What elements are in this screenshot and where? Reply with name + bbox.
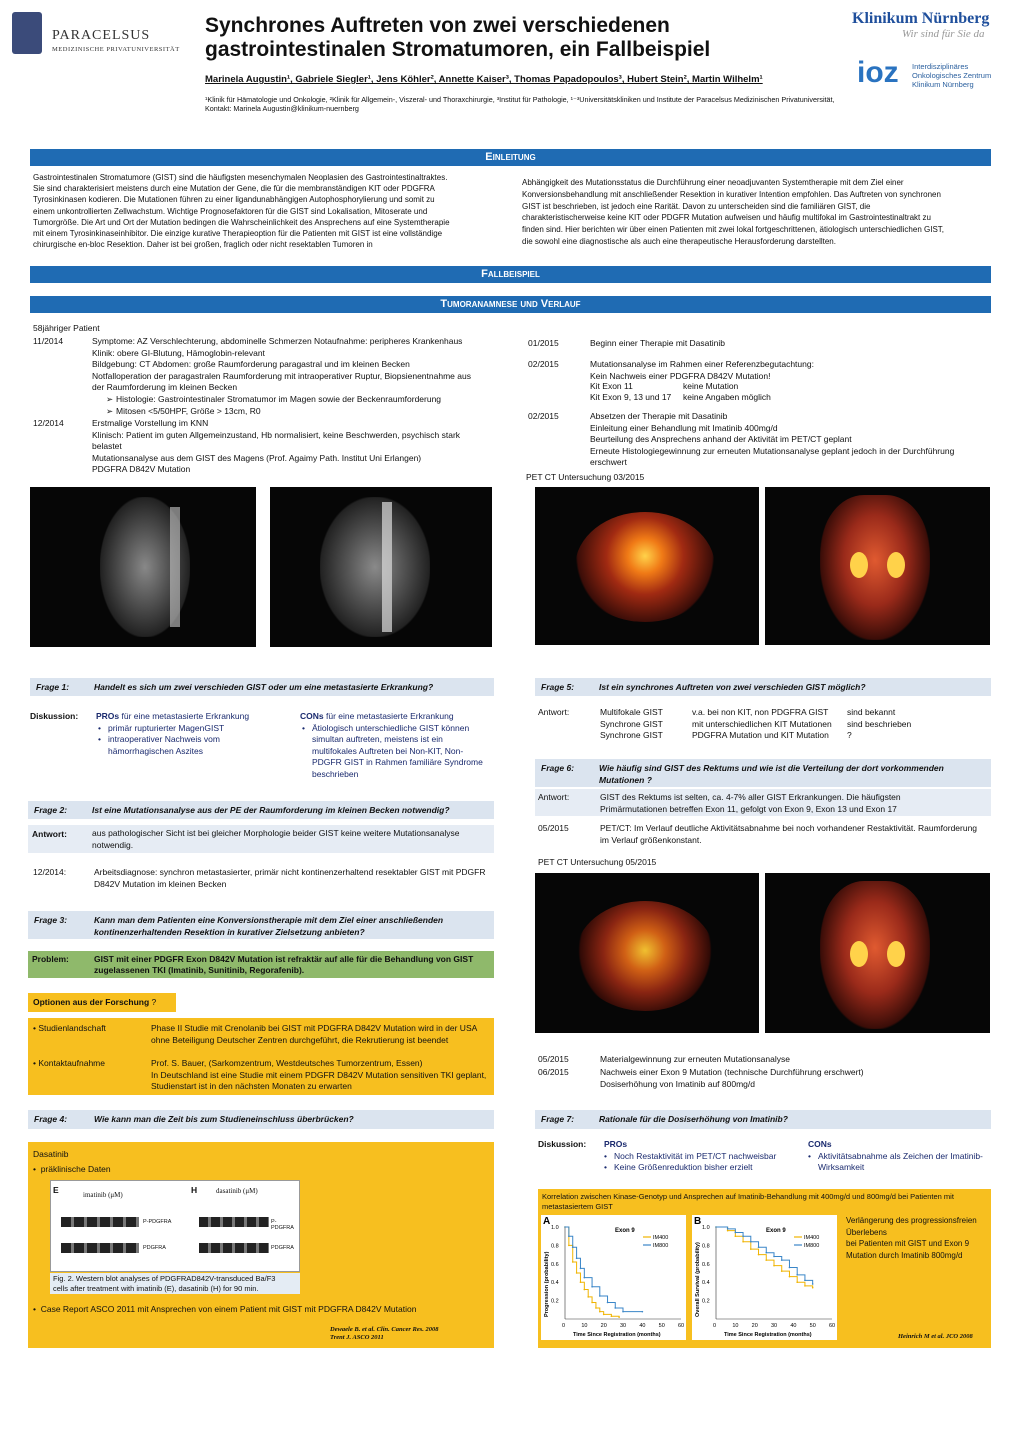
date-05-2015-pet: 05/2015 [538,823,569,833]
anamnese-text-1: Symptome: AZ Verschlechterung, abdominelle Schmerzen Notaufnahme: peripheres Krankenhaus Klinik: obere GI-Blutung, Hämoglobin-relevant Bildgebung: CT Abdomen: große Raumforderung paragastral und im kleinen Becken Notfalloperation der paragastralen Raumforderung mit intraoperativer Ruptur, Biopsienentnahme aus der Raumforderung im kleinen Becken [92,336,471,392]
section-fallbeispiel: Fallbeispiel [30,266,991,283]
data-point [622,1311,624,1313]
pros-item-2: • intraoperativer Nachweis vom hämorrhagischen Aszites [98,734,296,757]
antwort-2-text: aus pathologischer Sicht ist bei gleicher Morphologie beider GIST keine weitere Mutationsanalyse notwendig. [92,828,460,850]
data-point [576,1257,578,1259]
anamnese-text-2: Erstmalige Vorstellung im KNN Klinisch: Patient im guten Allgemeinzustand, Hb normalisiert, keine Beschwerden, psychisch stark belastet Mutationsanalyse aus dem GIST des Magens (Prof. Agaimy Path. Institut Uni Erlangen) PDGFRA D842V Mutation [92,418,461,474]
frage-7-text: Rationale für die Dosiserhöhung von Imatinib? [599,1114,788,1124]
intro-right: Abhängigkeit des Mutationsstatus die Durchführung einer neoadjuvanten Systemtherapie mit dem Ziel einer Konversionsbehandlung mit anschließender Resektion in kurativer Intention empfohlen. Das Auftreten von synchronen GIST ist beschrieben, ist jedoch eine Rarität. Davon zu unterscheiden sind die familiären GIST, die charakteristischerweise keine KIT oder PDGFR Mutation aufweisen und häufig multifokal im Gastrointestinaltrakt zu finden sind. Hier berichten wir über einen Patienten mit zwei lokal fortgeschrittenen, ätiologisch unterschiedlichen GIST, die sowohl eine diagnostische als auch eine therapeutische Herausforderung darstellten. [522,178,944,246]
data-point [727,1230,729,1232]
ct-image-1 [30,487,256,647]
intro-left: Gastrointestinalen Stromatumore (GIST) sind die häufigsten mesenchymalen Neoplasien des Gastrointestinaltraktes. Sie sind charakterisiert meistens durch eine Mutation der Gene, die für die membranständigen KIT oder PDGFRA Tyrosinkinasen kodieren. Die Mutationen führen zu einer ligandunabhängigen Autophosphorylierung und somit zu einem unkontrollierten Zellwachstum. Wichtige Prognosefaktoren für die GIST sind Lokalisation, Mitoserate und Tumorgröße. Die Art und Ort der Mutation bedingen die Wahrscheinlichkeit des Ansprechens auf eine Systemtherapie mit einem Tyrosinkinaseinhibitor. Die einzige kurative Therapieoption für die Patienten mit GIST ist eine vollständige chirurgische en-bloc Resektion. Daher ist bei großen, fraglich oder nicht resektablen Tumoren in [33,173,450,250]
x-tick-label: 60 [678,1323,685,1329]
data-point [618,1316,620,1318]
data-point [773,1265,775,1267]
x-tick-label: 10 [732,1323,739,1329]
antwort-2-box [28,825,494,853]
km-chart-b [692,1215,837,1340]
date-06-2015: 06/2015 [538,1067,569,1077]
data-point [758,1246,760,1248]
chart-title: Exon 9 [615,1228,635,1234]
cons-box [300,711,495,780]
antwort-5-col2: v.a. bei non KIT, non PDGFRA GIST mit unterschiedlichen KIT Mutationen PDGFRA Mutation und KIT Mutation [692,707,832,740]
date-11-2014: 11/2014 [33,336,64,346]
data-point [580,1281,582,1283]
x-tick-label: 50 [658,1323,665,1329]
title [205,14,710,62]
logo-subtext: MEDIZINISCHE PRIVATUNIVERSITÄT [52,46,180,53]
text-01-2015: Beginn einer Therapie mit Dasatinib [590,338,725,348]
korrelation-side: Verlängerung des progressionsfreien Überlebens bei Patienten mit GIST und Exon 9 Mutation durch Imatinib 800mg/d [846,1216,977,1260]
dasatinib-title: Dasatinib [33,1149,69,1159]
frage-5-text: Ist ein synchrones Auftreten von zwei verschieden GIST möglich? [599,682,866,692]
pros-item-1: • primär rupturierter MagenGIST [98,723,296,735]
cons-list [302,723,495,781]
blot-h-band-1 [199,1217,269,1227]
ioz-text: Interdisziplinäres Onkologisches Zentrum Klinikum Nürnberg [912,62,992,89]
data-point [599,1295,601,1297]
x-tick-label: 40 [639,1323,646,1329]
antwort-6-box [535,789,991,816]
blot-e-band-1 [61,1217,139,1227]
kit-exon-9: Kit Exon 9, 13 und 17 [590,392,672,402]
western-blot-figure [50,1180,300,1272]
data-point [750,1248,752,1250]
pet-image-1b [765,487,990,645]
klinikum-name: Klinikum Nürnberg [852,10,990,27]
problem-box [28,951,494,978]
korrelation-reference: Heinrich M et al. JCO 2008 [898,1333,973,1340]
logo-text: PARACELSUS [52,28,151,43]
western-blot-caption: Fig. 2. Western blot analyses of PDGFRAD842V-transduced Ba/F3 cells after treatment with imatinib (E), dasatinib (H) for 90 min. [50,1273,300,1294]
y-tick-label: 1.0 [702,1225,710,1231]
x-axis-label: Time Since Registration (months) [724,1332,812,1338]
ct-image-2 [270,487,492,647]
frage-1-label: Frage 1: [36,682,70,692]
data-point [607,1302,609,1304]
pet-label-1: PET CT Untersuchung 03/2015 [526,472,645,482]
panel-label: B [694,1216,702,1227]
blot-h-band-2 [199,1243,269,1253]
optionen-title-text: Optionen aus der Forschung [33,997,150,1007]
pet-image-2b [765,873,990,1033]
cons-rest: für eine metastasierte Erkrankung [323,711,454,721]
histologie-item-1: ➢ Histologie: Gastrointestinaler Stromatumor im Magen sowie der Beckenraumforderung [106,394,496,406]
x-tick-label: 60 [829,1323,836,1329]
frage-2 [28,801,494,819]
legend-label: IM800 [653,1243,669,1249]
x-tick-label: 50 [809,1323,816,1329]
frage-7 [535,1110,991,1129]
data-point [591,1286,593,1288]
data-point [796,1281,798,1283]
data-point [572,1261,574,1263]
legend-label: IM400 [653,1235,669,1241]
text-06-2015: Nachweis einer Exon 9 Mutation (technische Durchführung erschwert) Dosiserhöhung von Imatinib auf 800mg/d [600,1067,864,1089]
pros-rest: für eine metastasierte Erkrankung [119,711,250,721]
chart-background [692,1215,837,1340]
studienlandschaft-text: Phase II Studie mit Crenolanib bei GIST mit PDGFRA D842V Mutation wird in der USA ohne Beteiligung Deutscher Zentren durchgeführt, die Rekrutierung ist beendet [151,1023,478,1045]
data-point [796,1274,798,1276]
blot-e-drug: imatinib (μM) [83,1191,123,1199]
pros-7 [604,1139,804,1174]
data-point [804,1280,806,1282]
legend-label: IM800 [804,1243,820,1249]
data-point [568,1235,570,1237]
y-axis-label: Progression (probability) [544,1251,550,1317]
kit-exon-11-val: keine Mutation [683,381,739,391]
data-point [572,1246,574,1248]
blot-h-label: H [191,1185,198,1195]
dasatinib-reference: Dewaele B. et al. Clin. Cancer Res. 2008 Trent J. ASCO 2011 [330,1326,439,1341]
title-line-1: Synchrones Auftreten von zwei verschiedenen [205,14,670,37]
paracelsus-logo [12,12,182,58]
frage-5-label: Frage 5: [541,682,575,692]
frage-1-text: Handelt es sich um zwei verschieden GIST oder um eine metastasierte Erkrankung? [94,682,434,692]
pros-box [96,711,296,757]
x-tick-label: 0 [562,1323,566,1329]
data-point [568,1245,570,1247]
frage-6 [535,759,991,787]
date-01-2015: 01/2015 [528,338,559,348]
km-chart-a [541,1215,686,1340]
panel-label: A [543,1216,551,1227]
blot-h-drug: dasatinib (μM) [216,1187,258,1195]
problem-text: GIST mit einer PDGFR Exon D842V Mutation ist refraktär auf alle für die Behandlung von GIST zugelassenen TKI (Imatinib, Sunitinib, Regorafenib). [94,954,474,975]
data-point [758,1254,760,1256]
antwort-2-label: Antwort: [32,829,67,839]
diskussion-label: Diskussion: [30,711,79,721]
arbeitsdiagnose-date: 12/2014: [33,867,67,877]
kontaktaufnahme-label: Kontaktaufnahme [38,1058,105,1068]
pros-7-item-2: • Keine Größenreduktion bisher erzielt [604,1162,804,1174]
date-12-2014: 12/2014 [33,418,64,428]
data-point [750,1241,752,1243]
antwort-5-label: Antwort: [538,707,570,717]
studienlandschaft-label: Studienlandschaft [38,1023,106,1033]
data-point [812,1283,814,1285]
text-02-2015-b: Absetzen der Therapie mit Dasatinib Einleitung einer Behandlung mit Imatinib 400mg/d Beurteilung des Ansprechens anhand der Aktivität im PET/CT geplant Erneute Histologiegewinnung zur erneuten Mutationsanalyse geplant jedoch in der Durchführung erschwert [590,411,955,467]
kontaktaufnahme: • Kontaktaufnahme [33,1058,105,1068]
optionen-q: ? [149,997,157,1007]
chart-title: Exon 9 [766,1228,786,1234]
text-05-2015: Materialgewinnung zur erneuten Mutationsanalyse [600,1054,790,1064]
y-tick-label: 0.4 [702,1280,710,1287]
frage-6-text: Wie häufig sind GIST des Rektums und wie ist die Verteilung der dort vorkommenden Mutationen ? [599,763,944,785]
pet-image-1a [535,487,759,645]
data-point [595,1307,597,1309]
data-point [781,1259,783,1261]
data-point [715,1226,717,1228]
y-tick-label: 0.2 [702,1298,710,1305]
x-tick-label: 40 [790,1323,797,1329]
cons-7-list [808,1151,993,1174]
frage-4-label: Frage 4: [34,1114,68,1124]
diskussion-7-label: Diskussion: [538,1139,587,1149]
authors: Marinela Augustin¹, Gabriele Siegler¹, Jens Köhler², Annette Kaiser³, Thomas Papadopoulos³, Hubert Stein², Martin Wilhelm¹ [205,74,763,85]
y-tick-label: 0.8 [551,1243,559,1250]
frage-7-label: Frage 7: [541,1114,575,1124]
case-report-text: Case Report ASCO 2011 mit Ansprechen von einem Patient mit GIST mit PDGFRA D842V Mutation [40,1304,417,1314]
section-einleitung: Einleitung [30,149,991,166]
problem-label: Problem: [32,954,69,964]
frage-3-text: Kann man dem Patienten eine Konversionstherapie mit dem Ziel einer anschließenden kontinenzerhaltenden Resektion in kurativer Zielsetzung anbieten? [94,915,444,937]
ioz-logo: ioz [857,56,899,89]
data-point [576,1272,578,1274]
praeklinische-daten: • präklinische Daten [33,1164,111,1174]
frage-4 [28,1110,494,1129]
x-tick-label: 10 [581,1323,588,1329]
y-tick-label: 0.8 [702,1243,710,1250]
pros-title: PROs [96,711,120,721]
antwort-5-col1: Multifokale GIST Synchrone GIST Synchrone GIST [600,707,663,740]
data-point [765,1259,767,1261]
patient-line: 58jähriger Patient [33,323,100,333]
data-point [812,1287,814,1289]
data-point [742,1235,744,1237]
seal-icon [12,12,42,54]
frage-4-text: Wie kann man die Zeit bis zum Studieneinschluss überbrücken? [94,1114,354,1124]
chart-background [541,1215,686,1340]
blot-h-pdgfra: PDGFRA [271,1245,294,1251]
data-point [789,1267,791,1269]
frage-2-label: Frage 2: [34,805,68,815]
cons-7-item-1: • Aktivitätsabnahme als Zeichen der Imatinib- Wirksamkeit [808,1151,993,1174]
data-point [781,1270,783,1272]
x-tick-label: 0 [713,1323,717,1329]
data-point [614,1307,616,1309]
section-tumoranamnese: Tumoranamnese und Verlauf [30,296,991,313]
blot-e-label: E [53,1185,59,1195]
pros-7-list [604,1151,804,1174]
cons-title: CONs [300,711,324,721]
x-tick-label: 30 [620,1323,627,1329]
klinikum-logo [852,10,1012,110]
data-point [742,1241,744,1243]
histologie-item-2: ➢ Mitosen <5/50HPF, Größe > 13cm, R0 [106,406,496,418]
data-point [599,1311,601,1313]
data-point [580,1268,582,1270]
pros-list [98,723,296,758]
data-point [584,1277,586,1279]
blot-h-ppdgfra: P-PDGFRA [271,1219,294,1231]
date-05-2015: 05/2015 [538,1054,569,1064]
histologie-list [106,394,496,417]
data-point [603,1314,605,1316]
data-point [735,1232,737,1234]
data-point [765,1252,767,1254]
title-line-2: gastrointestinalen Stromatumoren, ein Fallbeispiel [205,38,711,61]
pet-image-2a [535,873,759,1033]
frage-5 [535,678,991,696]
y-tick-label: 0.6 [551,1261,559,1268]
x-tick-label: 30 [771,1323,778,1329]
data-point [584,1289,586,1291]
arbeitsdiagnose-text: Arbeitsdiagnose: synchron metastasierter, primär nicht kontinenzerhaltend resektabler GIST mit PDGFR D842V Mutation im kleinen Becken [94,867,486,889]
pros-7-title: PROs [604,1139,628,1149]
date-02-2015-b: 02/2015 [528,411,559,421]
case-report: • Case Report ASCO 2011 mit Ansprechen von einem Patient mit GIST mit PDGFRA D842V Mutation [33,1304,417,1314]
korrelation-title: Korrelation zwischen Kinase-Genotyp und Ansprechen auf Imatinib-Behandlung mit 400mg/d und 800mg/d bei Patienten mit metastasiertem GIST [542,1192,954,1211]
y-tick-label: 0.4 [551,1280,559,1287]
kit-exon-11: Kit Exon 11 [590,381,633,391]
data-point [773,1256,775,1258]
data-point [564,1226,566,1228]
x-tick-label: 20 [751,1323,758,1329]
cons-7-title: CONs [808,1139,832,1149]
frage-1 [30,678,494,696]
data-point [642,1311,644,1313]
x-tick-label: 20 [600,1323,607,1329]
pros-7-item-1: • Noch Restaktivität im PET/CT nachweisbar [604,1151,804,1163]
y-tick-label: 0.6 [702,1261,710,1268]
praeklinische-label: präklinische Daten [40,1164,111,1174]
klinikum-slogan: Wir sind für Sie da [902,28,985,40]
frage-6-label: Frage 6: [541,763,575,773]
text-02-2015-a: Mutationsanalyse im Rahmen einer Referenzbegutachtung: Kein Nachweis einer PDGFRA D842V Mutation! [590,359,814,381]
antwort-6-label: Antwort: [538,792,570,802]
antwort-6-text: GIST des Rektums ist selten, ca. 4-7% aller GIST Erkrankungen. Die häufigsten Primärmutationen betreffen Exon 11, gefolgt von Exon 9, Exon 13 und Exon 17 [600,792,901,814]
data-point [591,1302,593,1304]
y-tick-label: 0.2 [551,1298,559,1305]
pet-label-2: PET CT Untersuchung 05/2015 [538,857,657,867]
kontaktaufnahme-text: Prof. S. Bauer, (Sarkomzentrum, Westdeutsches Tumorzentrum, Essen) In Deutschland ist eine Studie mit einem PDGFR D842V Mutation sensitiven TKI geplant, Studienstart ist in den nächsten Monaten zu erwarten [151,1058,487,1091]
frage-2-text: Ist eine Mutationsanalyse aus der PE der Raumforderung im kleinen Becken notwendig? [92,805,450,815]
cons-item-1: • Ätiologisch unterschiedliche GIST können simultan auftreten, meistens ist ein multifokales Auftreten bei Non-KIT, Non- PDGFR GIST in Rahmen familiäre Syndrome beschrieben [302,723,495,781]
frage-3 [28,911,494,939]
frage-3-label: Frage 3: [34,915,68,925]
legend-label: IM400 [804,1235,820,1241]
data-point [611,1315,613,1317]
kit-exon-9-val: keine Angaben möglich [683,392,771,402]
data-point [804,1285,806,1287]
blot-e-ppdgfra: P-PDGFRA [143,1219,172,1225]
optionen-title [33,997,156,1007]
data-point [727,1228,729,1230]
affiliations: ¹Klinik für Hämatologie und Onkologie, ²Klinik für Allgemein-, Viszeral- und Thoraxchirurgie, ³Institut für Pathologie, ¹⁻³Universitätskliniken und Institute der Paracelsus Medizinischen Privatuniversität, Kontakt: Marinela Augustin@klinikum-nuernberg [205,95,835,113]
data-point [735,1235,737,1237]
text-05-2015-pet: PET/CT: Im Verlauf deutliche Aktivitätsabnahme bei noch vorhandener Restaktivität. Raumforderung im Verlauf größenkonstant. [600,823,978,845]
y-tick-label: 1.0 [551,1225,559,1231]
data-point [587,1296,589,1298]
date-02-2015-a: 02/2015 [528,359,559,369]
data-point [789,1276,791,1278]
cons-7 [808,1139,993,1174]
blot-e-band-2 [61,1243,139,1253]
blot-e-pdgfra: PDGFRA [143,1245,166,1251]
studienlandschaft: • Studienlandschaft [33,1023,106,1033]
y-axis-label: Overall Survival (probability) [695,1242,701,1317]
antwort-5-col3: sind bekannt sind beschrieben ? [847,707,912,740]
x-axis-label: Time Since Registration (months) [573,1332,661,1338]
